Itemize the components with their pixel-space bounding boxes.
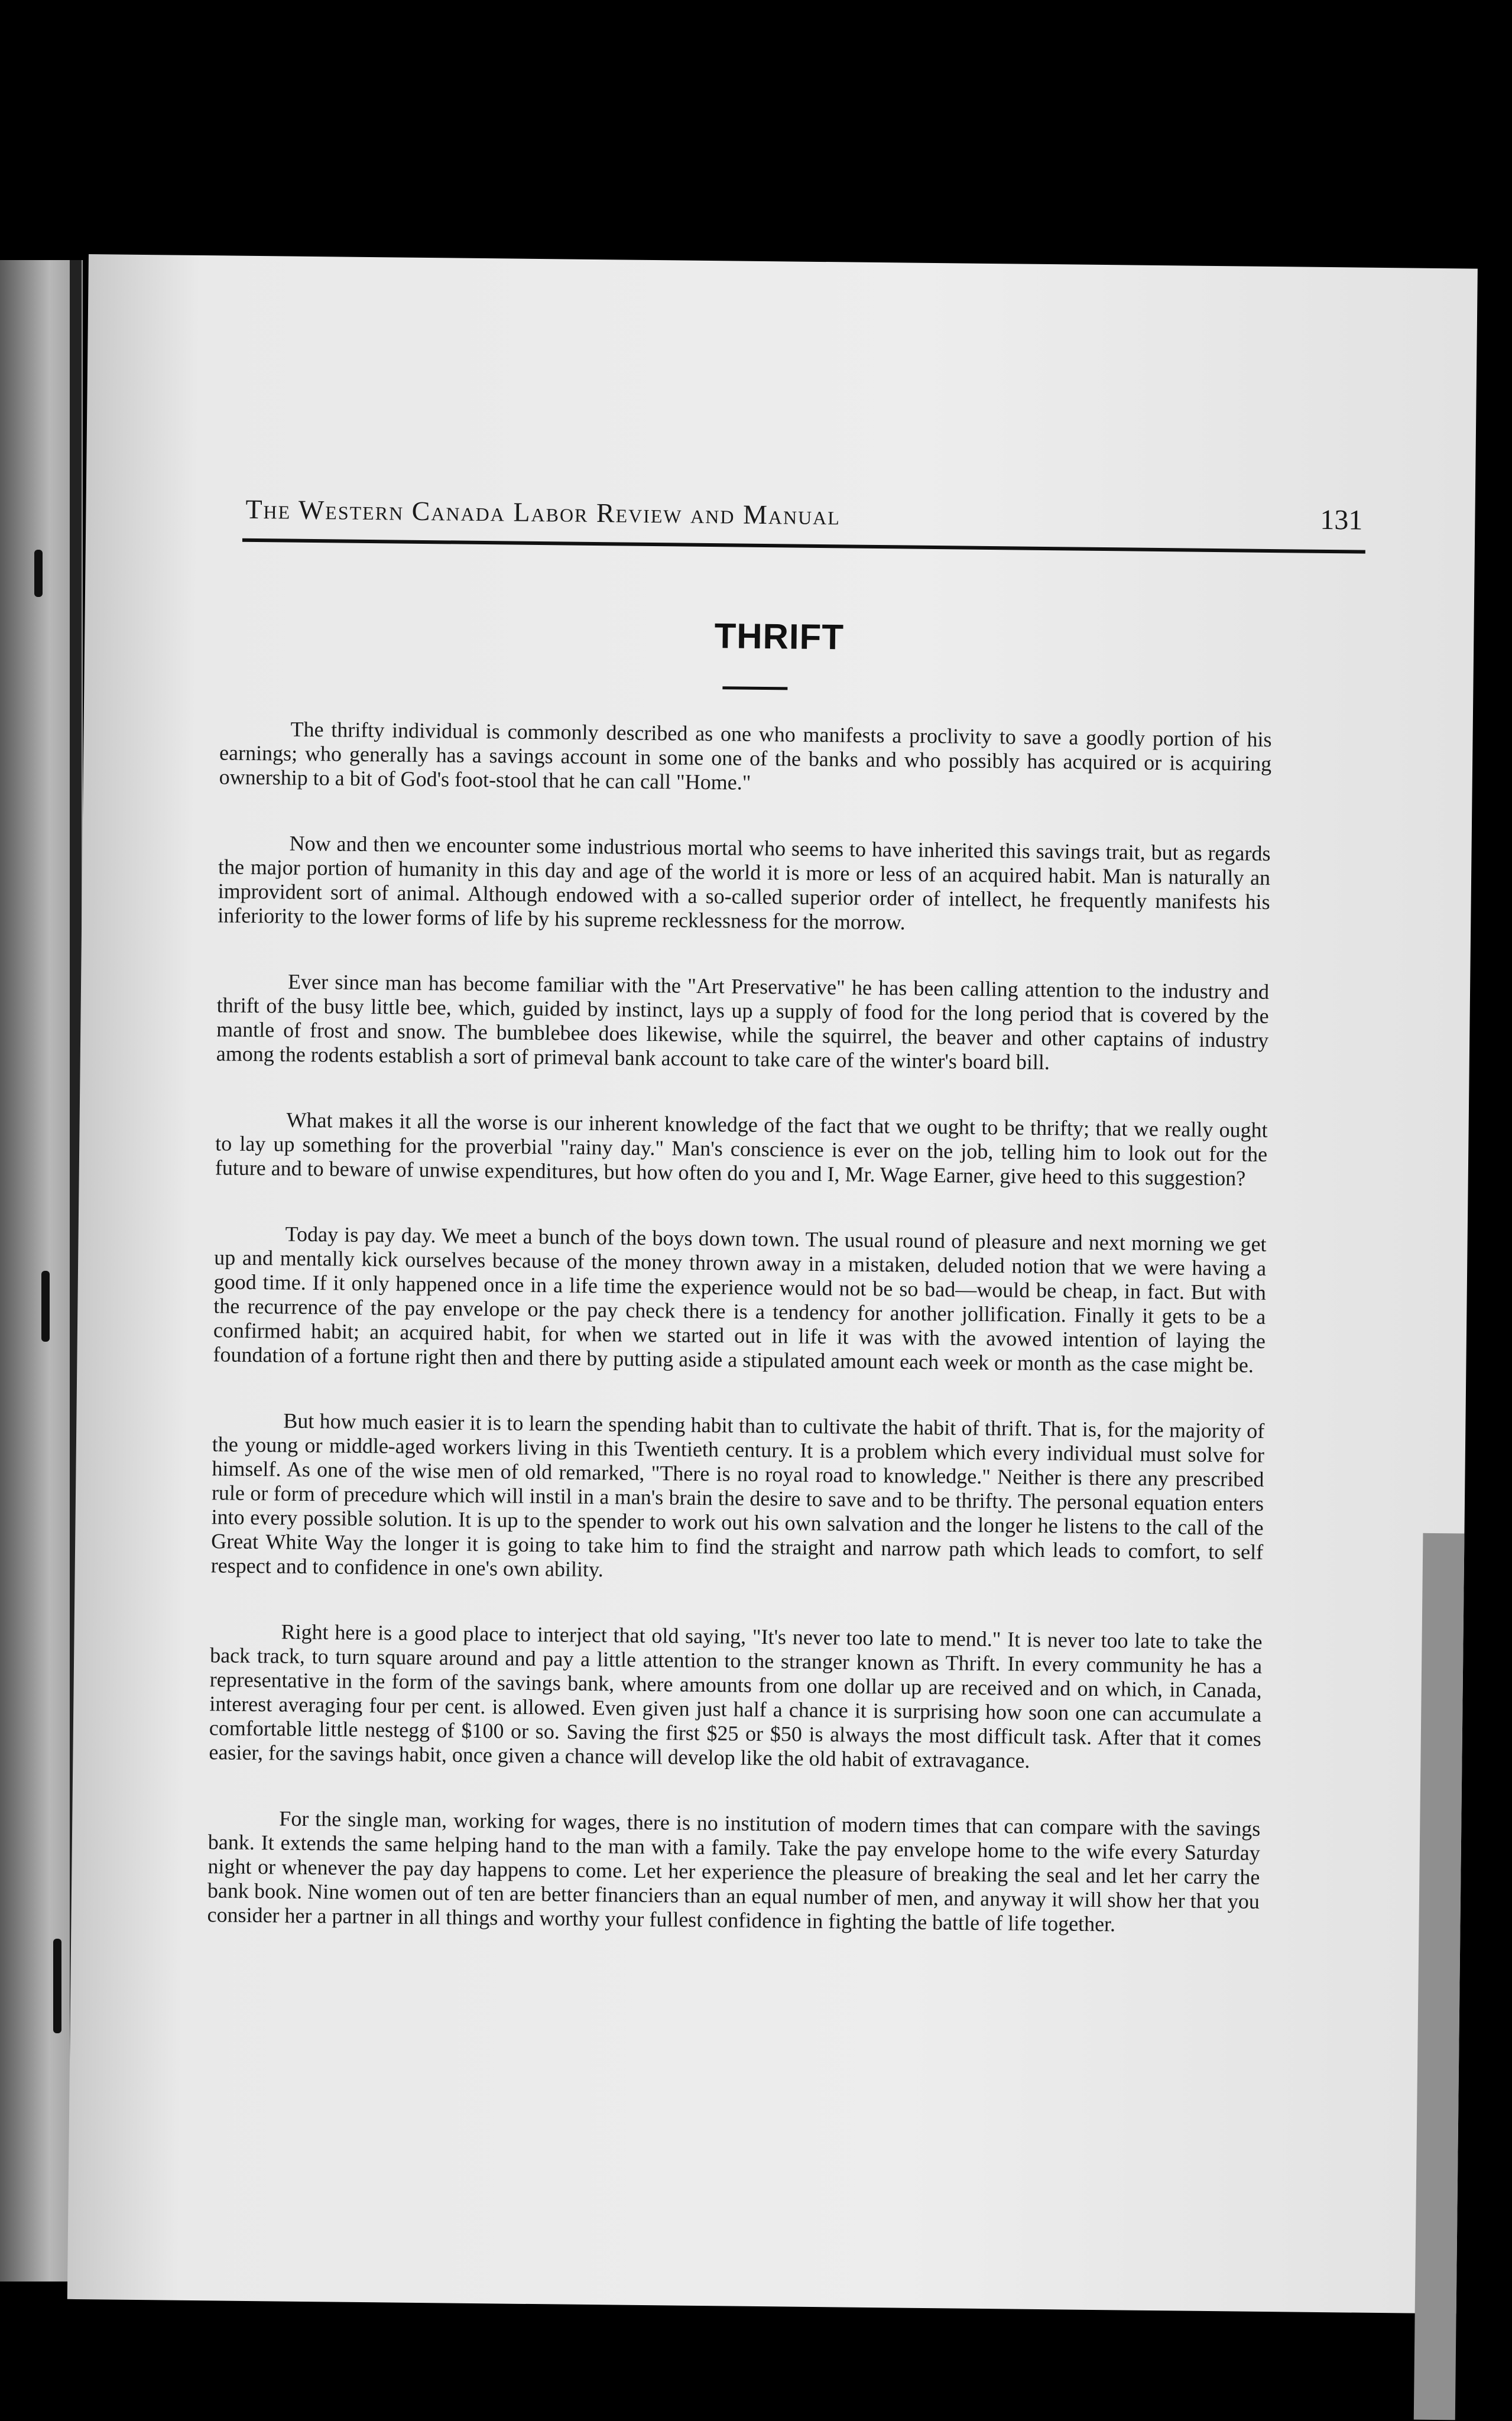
binding-mark: [34, 550, 43, 597]
page-edge-shadow: [1414, 1533, 1465, 2420]
paragraph: For the single man, working for wages, there is no institution of modern times that can compare with the savings bank. It extends the same helping hand to the man with a family. Take the pay envelope home to the wife every Saturday night or whenever the pay day happens to come. Let her experience the pleasure of breaking the seal and let her carry the bank book. Nine women out of ten are better financiers than an equal number of men, and anyway it will show her that you consider her a partner in all things and worthy your fullest confidence in fighting the battle of life together.: [207, 1806, 1261, 1936]
header-title: The Western Canada Labor Review and Manual: [245, 494, 841, 531]
paragraph: Ever since man has become familiar with the "Art Preservative" he has been calling attention to the industry and thrift of the busy little bee, which, guided by instinct, lays up a supply of food for the long period that is covered by the mantle of frost and snow. The bumblebee does likewise, while the squirrel, the beaver and other captains of industry among the rodents establish a sort of primeval bank account to take care of the winter's board bill.: [216, 969, 1270, 1075]
page-number: 131: [1320, 504, 1363, 536]
paragraph: But how much easier it is to learn the spending habit than to cultivate the habit of thrift. That is, for the majority of the young or middle-aged workers living in this Twentieth century. It is a problem which every individual must solve for himself. As one of the wise men of old remarked, "There is no royal road to knowledge." Neither is there any prescribed rule or form of precedure which will instil in a man's brain the desire to save and to be thrifty. The personal equation enters into every possible solution. It is up to the spender to work out his own salvation and the longer he listens to the call of the Great White Way the longer it is going to take him to find the straight and narrow path which leads to comfort, to self respect and to confidence in one's own ability.: [210, 1409, 1265, 1582]
book-page: [67, 254, 1478, 2313]
title-rule: [722, 686, 787, 690]
article-body: [207, 716, 1272, 1979]
paragraph: What makes it all the worse is our inherent knowledge of the fact that we ought to be thrifty; that we really ought to lay up something for the proverbial "rainy day." Man's conscience is ever on the job, telling him to look out for the future and to beware of unwise expenditures, but how often do you and I, Mr. Wage Earner, give heed to this suggestion?: [215, 1108, 1268, 1190]
header-rule: [242, 538, 1365, 554]
paragraph: Today is pay day. We meet a bunch of the boys down town. The usual round of pleasure and next morning we get up and mentally kick ourselves because of the money thrown away in a mistaken, deluded notion that we were having a good time. If it only happened once in a life time the experience would not be so bad—would be cheap, in fact. But with the recurrence of the pay envelope or the pay check there is a tendency for another jollification. Finally it gets to be a confirmed habit; an acquired habit, for when we started out in life it was with the avowed intention of laying the foundation of a fortune right then and there by putting aside a stipulated amount each week or month as the case might be.: [213, 1222, 1267, 1377]
paragraph: Now and then we encounter some industrious mortal who seems to have inherited this savings trait, but as regards the major portion of humanity in this day and age of the world it is more or less of an acquired habit. Man is naturally an improvident sort of animal. Although endowed with a so-called superior order of intellect, he frequently manifests his inferiority to the lower forms of life by his supreme recklessness for the morrow.: [218, 831, 1271, 934]
paragraph: Right here is a good place to interject that old saying, "It's never too late to mend." It is never too late to take the back track, to turn square around and pay a little attention to the stranger known as Thrift. In every community he has a representative in the form of the savings bank, where amounts from one dollar up are received and on which, in Canada, interest averaging four per cent. is allowed. Even given just half a chance it is surprising how soon one can accumulate a comfortable little nestegg of $100 or so. Saving the first $25 or $50 is always the most difficult task. After that it comes easier, for the savings habit, once given a chance will develop like the old habit of extravagance.: [209, 1620, 1263, 1773]
paragraph: The thrifty individual is commonly described as one who manifests a proclivity to save a goodly portion of his earnings; who generally has a savings account in some one of the banks and who possibly has acquired or is acquiring ownership to a bit of God's foot-stool that he can call "Home.": [219, 717, 1272, 794]
binding-mark: [41, 1271, 50, 1342]
binding-mark: [53, 1939, 61, 2033]
running-header: [245, 492, 1362, 537]
article-title: THRIFT: [714, 616, 845, 657]
